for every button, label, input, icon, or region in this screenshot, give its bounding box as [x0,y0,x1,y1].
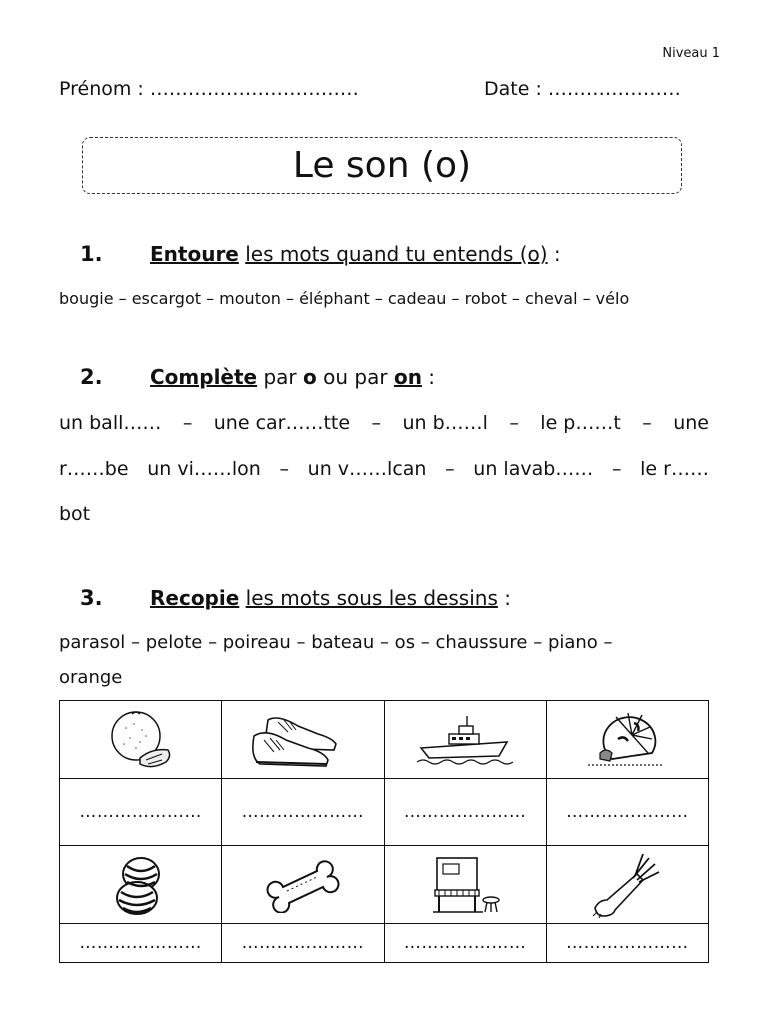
picture-cell [222,846,384,924]
boat-image [415,712,515,768]
question-3-instruction [150,586,511,610]
table-row [60,779,709,846]
piano-image [427,852,503,918]
answer-cell[interactable] [60,924,222,963]
question-2-instruction [150,365,435,389]
question-2-par: par [263,365,297,389]
picture-cell [60,701,222,779]
answer-cell[interactable] [60,779,222,846]
question-2-verb: Complète [150,365,258,389]
date-field[interactable]: Date : ………………… [484,78,681,100]
page-title-text: Le son (o) [292,145,472,186]
question-3-number: 3. [80,586,103,610]
question-2-on: on [393,365,422,389]
orange-image [106,708,176,772]
separator: – [445,458,455,480]
yarn-ball-image [111,852,171,918]
fill-item[interactable]: un lavab…… [473,458,594,480]
first-name-field[interactable]: Prénom : …………………………… [59,78,359,100]
answer-cell[interactable] [546,779,708,846]
bone-image [263,857,343,913]
question-2-ou-par: ou par [323,365,388,389]
question-1-rest: les mots quand tu entends (o) [245,242,548,266]
answer-cell[interactable] [222,779,384,846]
picture-cell [384,701,546,779]
table-row [60,701,709,779]
answer-cell[interactable] [384,779,546,846]
question-2-line-2 [59,458,709,480]
table-row [60,924,709,963]
fill-item: une [673,412,709,434]
question-2-heading [0,365,768,393]
fill-item[interactable]: une car……tte [213,412,351,434]
picture-table [59,700,709,963]
leek-image [587,852,667,918]
question-3-verb: Recopie [150,586,240,610]
question-2-number: 2. [80,365,103,389]
fill-item[interactable]: r……be [59,458,129,480]
picture-cell [222,701,384,779]
separator: – [611,458,622,480]
separator: – [509,412,519,434]
question-2-line-3: bot [59,503,91,525]
question-2-line-1 [59,412,709,434]
fill-item[interactable]: un b……l [402,412,488,434]
fill-item[interactable]: un ball…… [59,412,162,434]
shoes-image [248,710,358,770]
picture-cell [546,846,708,924]
separator: – [182,412,193,434]
question-1-heading [0,242,768,270]
fill-item[interactable]: le p……t [540,412,621,434]
separator: – [371,412,382,434]
question-2-o: o [303,365,317,389]
answer-dots: ………………… [403,933,527,953]
question-1-instruction [150,242,561,266]
answer-dots: ………………… [79,933,202,953]
question-3-heading [0,586,768,614]
answer-dots: ………………… [241,933,365,953]
level-label: Niveau 1 [662,46,720,61]
question-1-words: bougie – escargot – mouton – éléphant – cadeau – robot – cheval – vélo [59,289,630,308]
answer-dots: ………………… [403,802,527,822]
question-1-colon: : [553,242,561,266]
question-2-colon: : [428,365,436,389]
question-3-words: parasol – pelote – poireau – bateau – os – chaussure – piano – [59,632,613,653]
picture-cell [60,846,222,924]
answer-dots: ………………… [566,933,689,953]
answer-cell[interactable] [222,924,384,963]
parasol-image [582,709,672,771]
picture-cell [384,846,546,924]
separator: – [642,412,652,434]
table-row [60,846,709,924]
question-1-verb: Entoure [150,242,239,266]
question-1-number: 1. [80,242,103,266]
fill-item[interactable]: le r…… [640,458,709,480]
fill-item[interactable]: un vi……lon [147,458,261,480]
question-3-words-2: orange [59,667,123,688]
answer-dots: ………………… [79,802,202,822]
answer-cell[interactable] [384,924,546,963]
answer-cell[interactable] [546,924,708,963]
fill-item[interactable]: un v……lcan [307,458,427,480]
question-3-colon: : [504,586,511,610]
separator: – [279,458,289,480]
picture-cell [546,701,708,779]
question-3-rest: les mots sous les dessins [245,586,498,610]
answer-dots: ………………… [566,802,689,822]
page-title [82,137,682,194]
answer-dots: ………………… [241,802,365,822]
